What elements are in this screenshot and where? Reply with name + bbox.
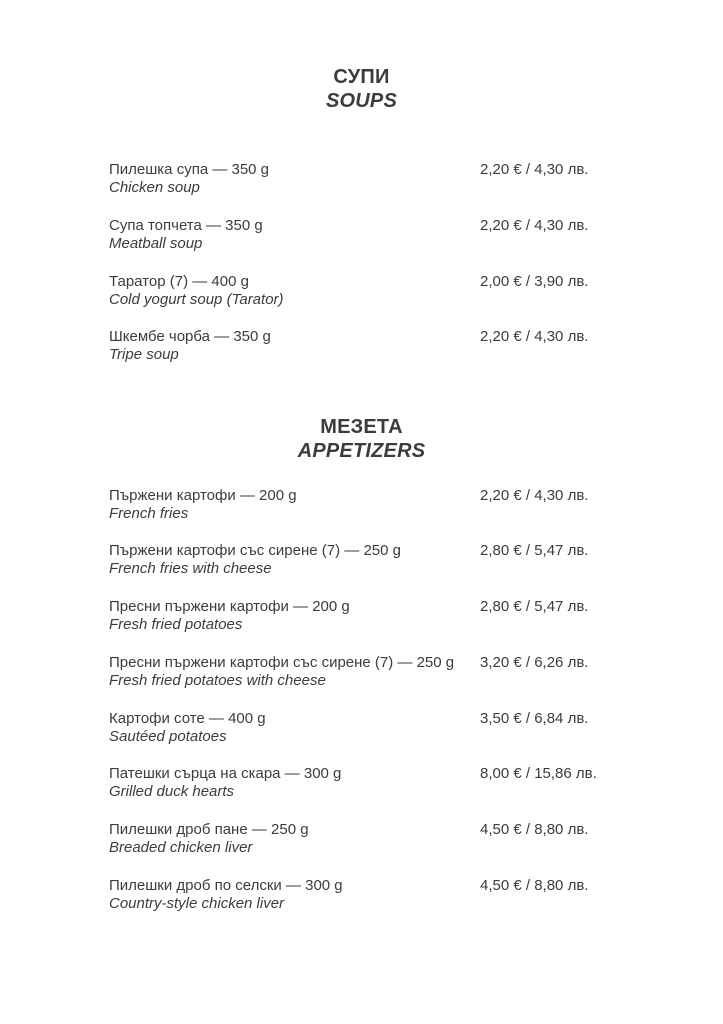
item-name-bg: Пилешки дроб пане — 250 g [109, 821, 309, 838]
item-name-bg: Шкембе чорба — 350 g [109, 328, 271, 345]
menu-item [109, 273, 669, 313]
item-price: 2,20 € / 4,30 лв. [480, 487, 589, 504]
section-title-en: APPETIZERS [297, 440, 426, 462]
menu-item [109, 542, 669, 582]
menu-item [109, 821, 669, 861]
menu-item [109, 765, 669, 805]
item-name-bg: Пресни пържени картофи — 200 g [109, 598, 350, 615]
item-price: 4,50 € / 8,80 лв. [480, 821, 589, 838]
menu-item [109, 328, 669, 368]
section-title-en: SOUPS [325, 90, 398, 112]
menu-item [109, 877, 669, 917]
item-price: 3,20 € / 6,26 лв. [480, 654, 589, 671]
item-price: 2,20 € / 4,30 лв. [480, 328, 589, 345]
item-name-en: Breaded chicken liver [109, 839, 253, 856]
menu-item [109, 487, 669, 527]
item-name-bg: Пържени картофи със сирене (7) — 250 g [109, 542, 401, 559]
item-price: 8,00 € / 15,86 лв. [480, 765, 597, 782]
item-price: 2,80 € / 5,47 лв. [480, 598, 589, 615]
item-name-bg: Пилешка супа — 350 g [109, 161, 270, 178]
item-price: 2,20 € / 4,30 лв. [480, 161, 589, 178]
item-name-en: Tripe soup [109, 346, 179, 363]
item-name-en: Country-style chicken liver [109, 895, 285, 912]
section-title-bg: СУПИ [333, 66, 390, 88]
item-price: 2,20 € / 4,30 лв. [480, 217, 589, 234]
item-price: 2,00 € / 3,90 лв. [480, 273, 589, 290]
item-name-bg: Пресни пържени картофи със сирене (7) — 250 g [109, 654, 455, 671]
menu-item [109, 598, 669, 638]
item-name-bg: Пилешки дроб по селски — 300 g [109, 877, 343, 894]
item-name-en: Fresh fried potatoes with cheese [109, 672, 326, 689]
item-price: 3,50 € / 6,84 лв. [480, 710, 589, 727]
item-name-en: French fries [109, 505, 189, 522]
item-name-en: Grilled duck hearts [109, 783, 235, 800]
item-name-bg: Пържени картофи — 200 g [109, 487, 297, 504]
menu-item [109, 710, 669, 750]
item-name-en: Meatball soup [109, 235, 203, 252]
menu-item [109, 217, 669, 257]
section-title-bg: МЕЗЕТА [320, 416, 403, 438]
item-price: 2,80 € / 5,47 лв. [480, 542, 589, 559]
item-name-en: Sautéed potatoes [109, 728, 227, 745]
item-name-en: Cold yogurt soup (Tarator) [109, 291, 284, 308]
section-title-soups [0, 65, 723, 113]
menu-item [109, 161, 669, 201]
section-title-appetizers [0, 415, 723, 463]
menu-item [109, 654, 669, 694]
item-name-en: French fries with cheese [109, 560, 272, 577]
item-name-en: Chicken soup [109, 179, 200, 196]
item-price: 4,50 € / 8,80 лв. [480, 877, 589, 894]
item-name-bg: Патешки сърца на скара — 300 g [109, 765, 342, 782]
item-name-bg: Супа топчета — 350 g [109, 217, 263, 234]
item-name-en: Fresh fried potatoes [109, 616, 243, 633]
item-name-bg: Картофи соте — 400 g [109, 710, 266, 727]
item-name-bg: Таратор (7) — 400 g [109, 273, 249, 290]
